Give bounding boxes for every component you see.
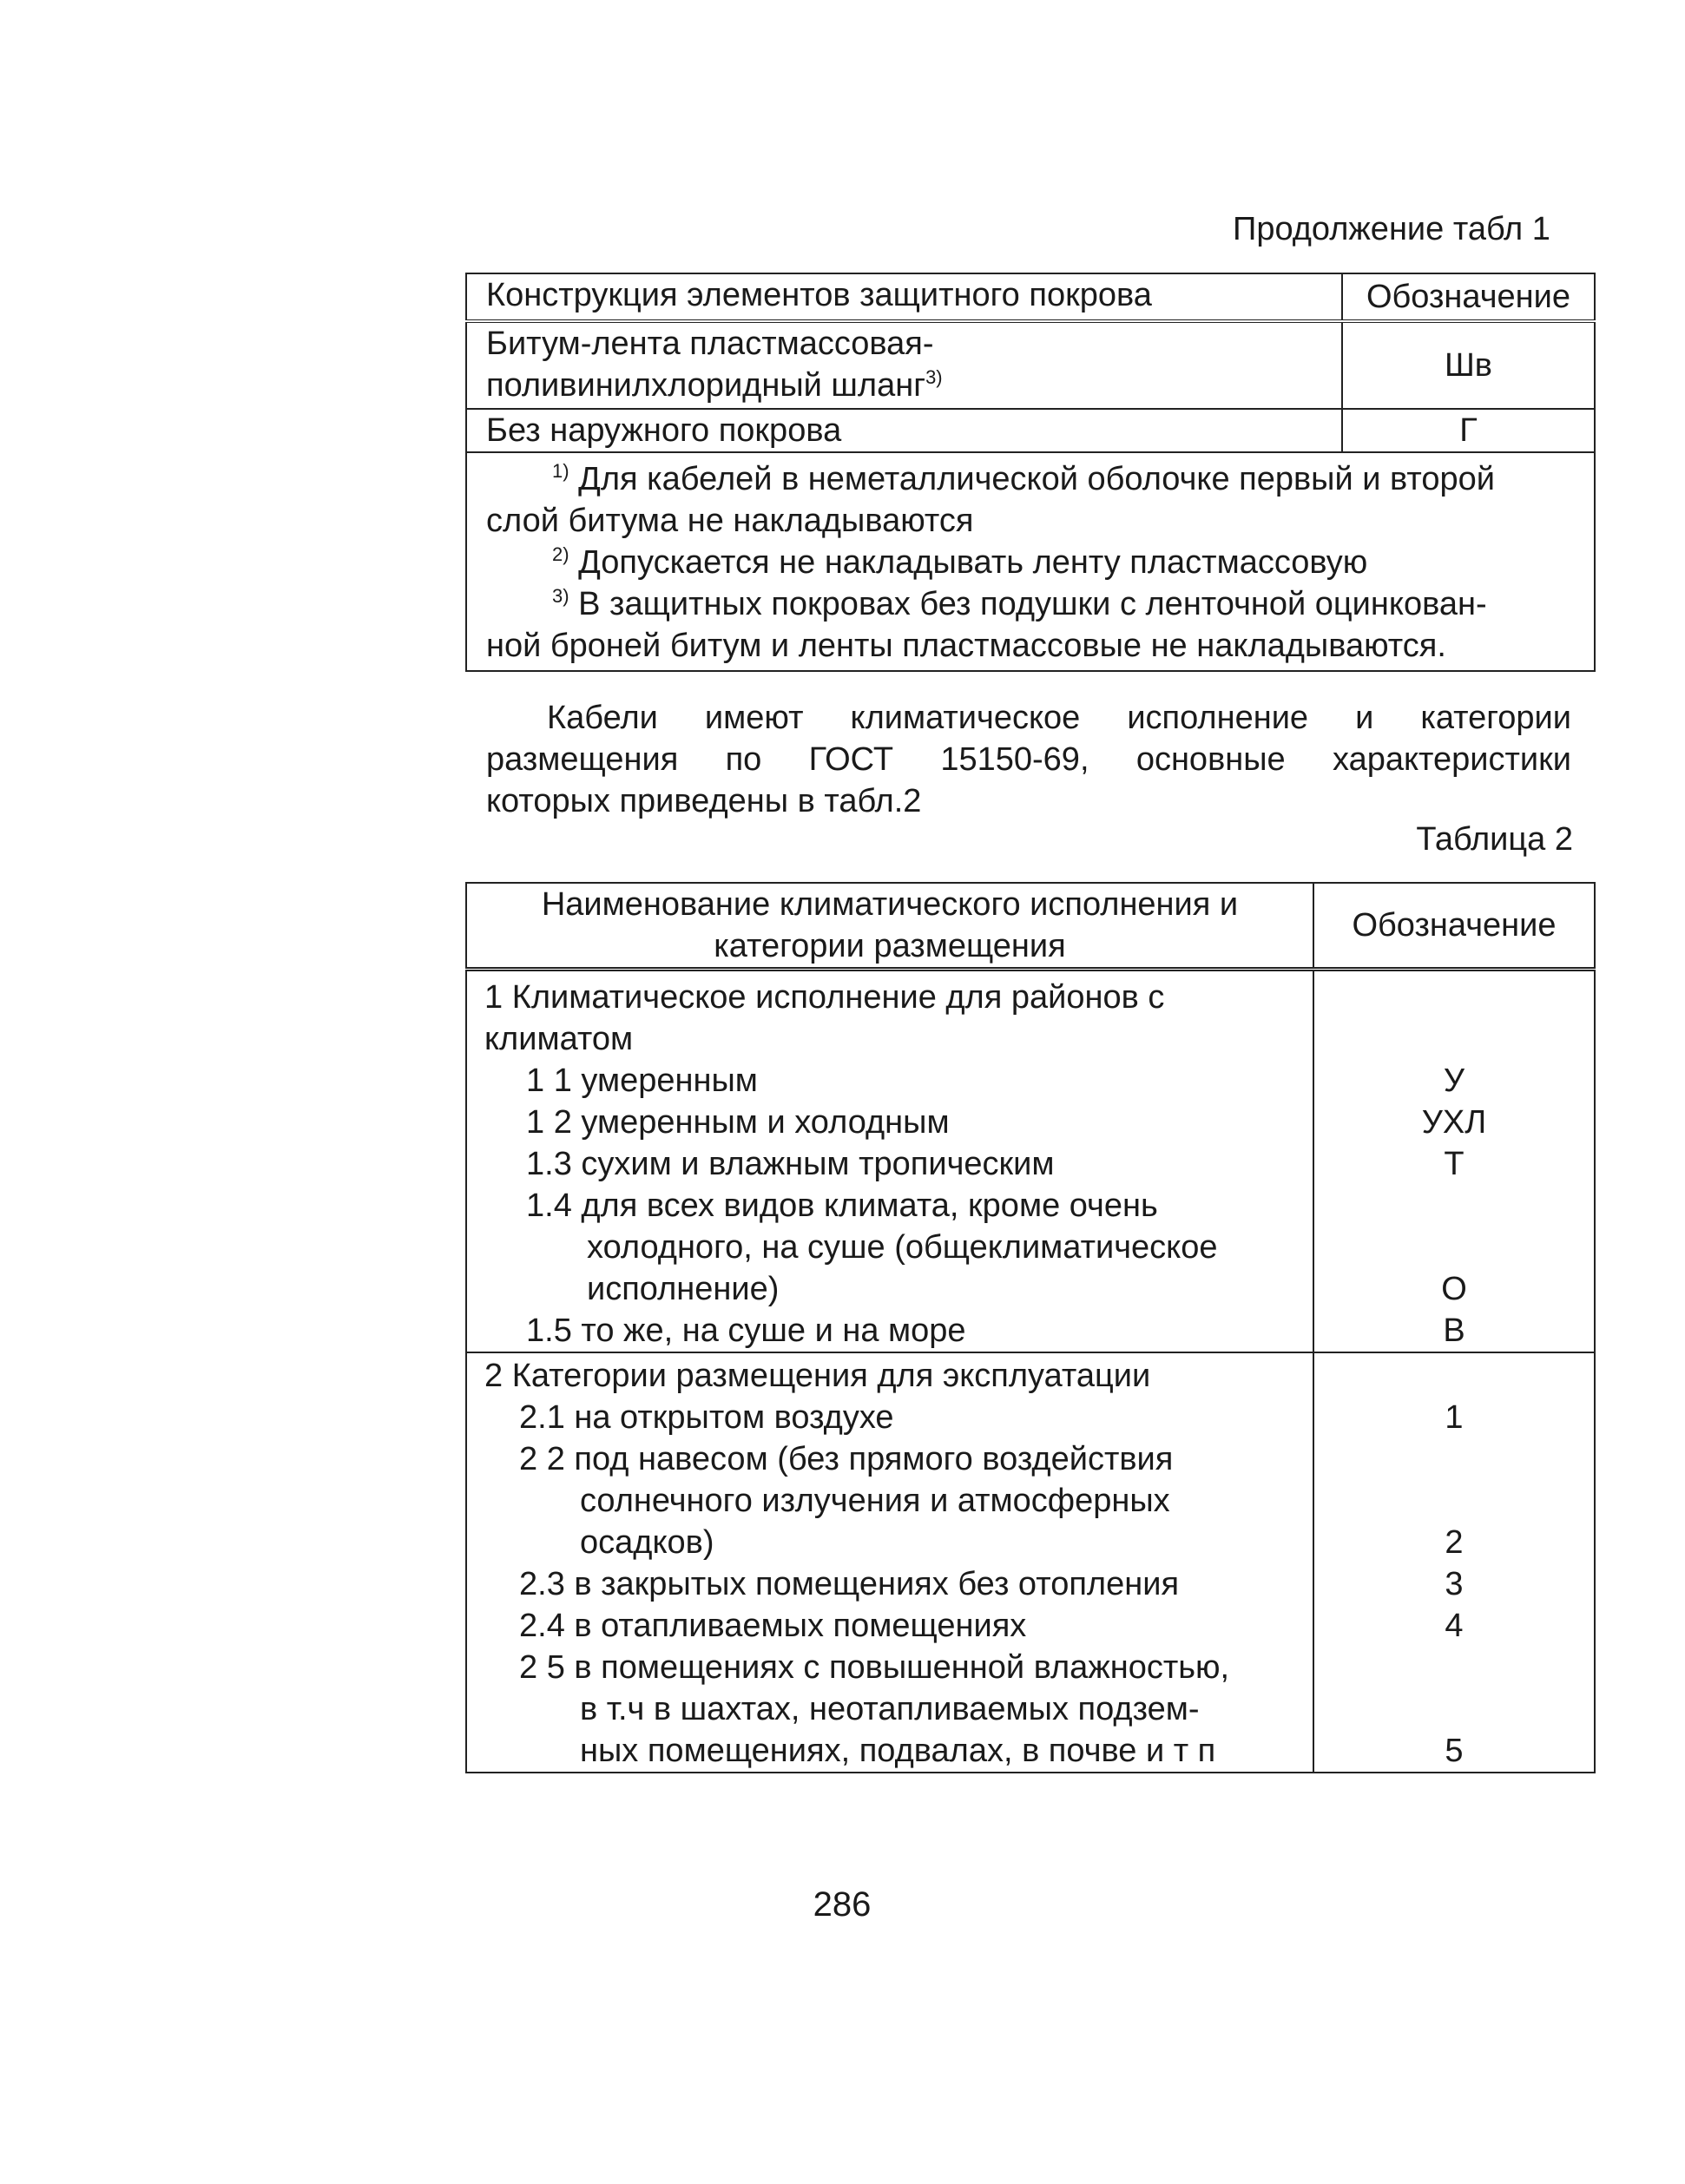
table1-cell-designation: Шв [1342,321,1595,409]
list-item: 2.1 на открытом воздухе [519,1399,894,1436]
list-item-cont: солнечного излучения и атмосферных [580,1483,1170,1519]
note-3-cont: ной броней битум и ленты пластмассовые не накладываются. [486,628,1446,664]
footnote-mark: 3) [552,585,569,607]
code: Т [1444,1146,1465,1182]
paragraph-line: Кабели имеют климатическое исполнение и категории [547,700,1571,736]
table2-header-designation: Обозначение [1313,883,1595,970]
list-item-cont: ных помещениях, подвалах, в почве и т п [580,1733,1216,1769]
code: 1 [1445,1399,1464,1436]
header-line: категории размещения [714,928,1066,964]
paragraph-line: которых приведены в табл.2 [486,783,922,819]
list-item-cont: холодного, на суше (общеклиматическое [587,1229,1218,1266]
note-1-cont: слой битума не накладываются [486,503,974,539]
list-item-cont: исполнение) [587,1271,780,1307]
table2-section2-codes [1313,1352,1595,1773]
list-item: 1.4 для всех видов климата, кроме очень [526,1187,1158,1224]
section-title: 2 Категории размещения для эксплуатации [484,1358,1151,1394]
list-item: 2.4 в отапливаемых помещениях [519,1608,1027,1644]
list-item-cont: в т.ч в шахтах, неотапливаемых подзем- [580,1691,1200,1727]
note-1: $^{1)}$ Для кабелей в неметаллической оболочке первый и второй [552,460,1496,497]
table-row [466,1352,1595,1773]
construction-line: поливинилхлоридный шланг$^{3)}$ [486,366,943,404]
table1 [465,273,1596,672]
paragraph-line: размещения по ГОСТ 15150-69, основные характеристики [486,741,1571,778]
list-item: 1 1 умеренным [526,1062,758,1099]
page-number: 286 [813,1885,872,1924]
table-row [466,970,1595,1353]
list-item: 1.5 то же, на суше и на море [526,1312,966,1349]
table1-cell-construction [466,321,1342,409]
body-paragraph [486,697,1571,822]
section-title: климатом [484,1021,634,1057]
table2-section1-names [466,970,1313,1353]
note-2: $^{2)}$ Допускается не накладывать ленту пластмассовую [552,543,1368,581]
section-title: 1 Климатическое исполнение для районов с [484,979,1165,1016]
footnote-mark: 1) [552,460,569,482]
list-item: 1.3 сухим и влажным тропическим [526,1146,1055,1182]
table2-caption: Таблица 2 [1416,821,1573,858]
list-item: 2 5 в помещениях с повышенной влажностью, [519,1649,1230,1686]
table1-caption: Продолжение табл 1 [1233,211,1550,247]
table1-header-construction: Конструкция элементов защитного покрова [466,273,1342,321]
header-line: Наименование климатического исполнения и [541,886,1239,923]
footnote-mark: 2) [552,543,569,565]
code: О [1441,1271,1467,1307]
table1-cell-designation: Г [1342,409,1595,452]
code: 3 [1445,1566,1464,1602]
table1-cell-construction: Без наружного покрова [466,409,1342,452]
table-row [466,321,1595,409]
list-item: 1 2 умеренным и холодным [526,1104,950,1141]
table2-header-row [466,883,1595,970]
table1-header-row [466,273,1595,321]
code: 4 [1445,1608,1464,1644]
code: У [1443,1062,1465,1099]
table2 [465,882,1596,1773]
table1-notes [466,452,1595,671]
code: В [1443,1312,1465,1349]
table2-section2-names [466,1352,1313,1773]
code: 2 [1445,1524,1464,1561]
list-item: 2.3 в закрытых помещениях без отопления [519,1566,1180,1602]
list-item: 2 2 под навесом (без прямого воздействия [519,1441,1174,1477]
code: 5 [1445,1733,1464,1769]
table-row [466,409,1595,452]
table1-notes-row [466,452,1595,671]
code: УХЛ [1421,1104,1487,1141]
table2-section1-codes [1313,970,1595,1353]
table1-header-designation: Обозначение [1342,273,1595,321]
footnote-mark: 3) [925,366,943,388]
list-item-cont: осадков) [580,1524,714,1561]
note-3: $^{3)}$ В защитных покровах без подушки с ленточной оцинкован- [552,585,1487,622]
table2-header-name [466,883,1313,970]
construction-line: Битум-лента пластмассовая- [486,326,934,362]
